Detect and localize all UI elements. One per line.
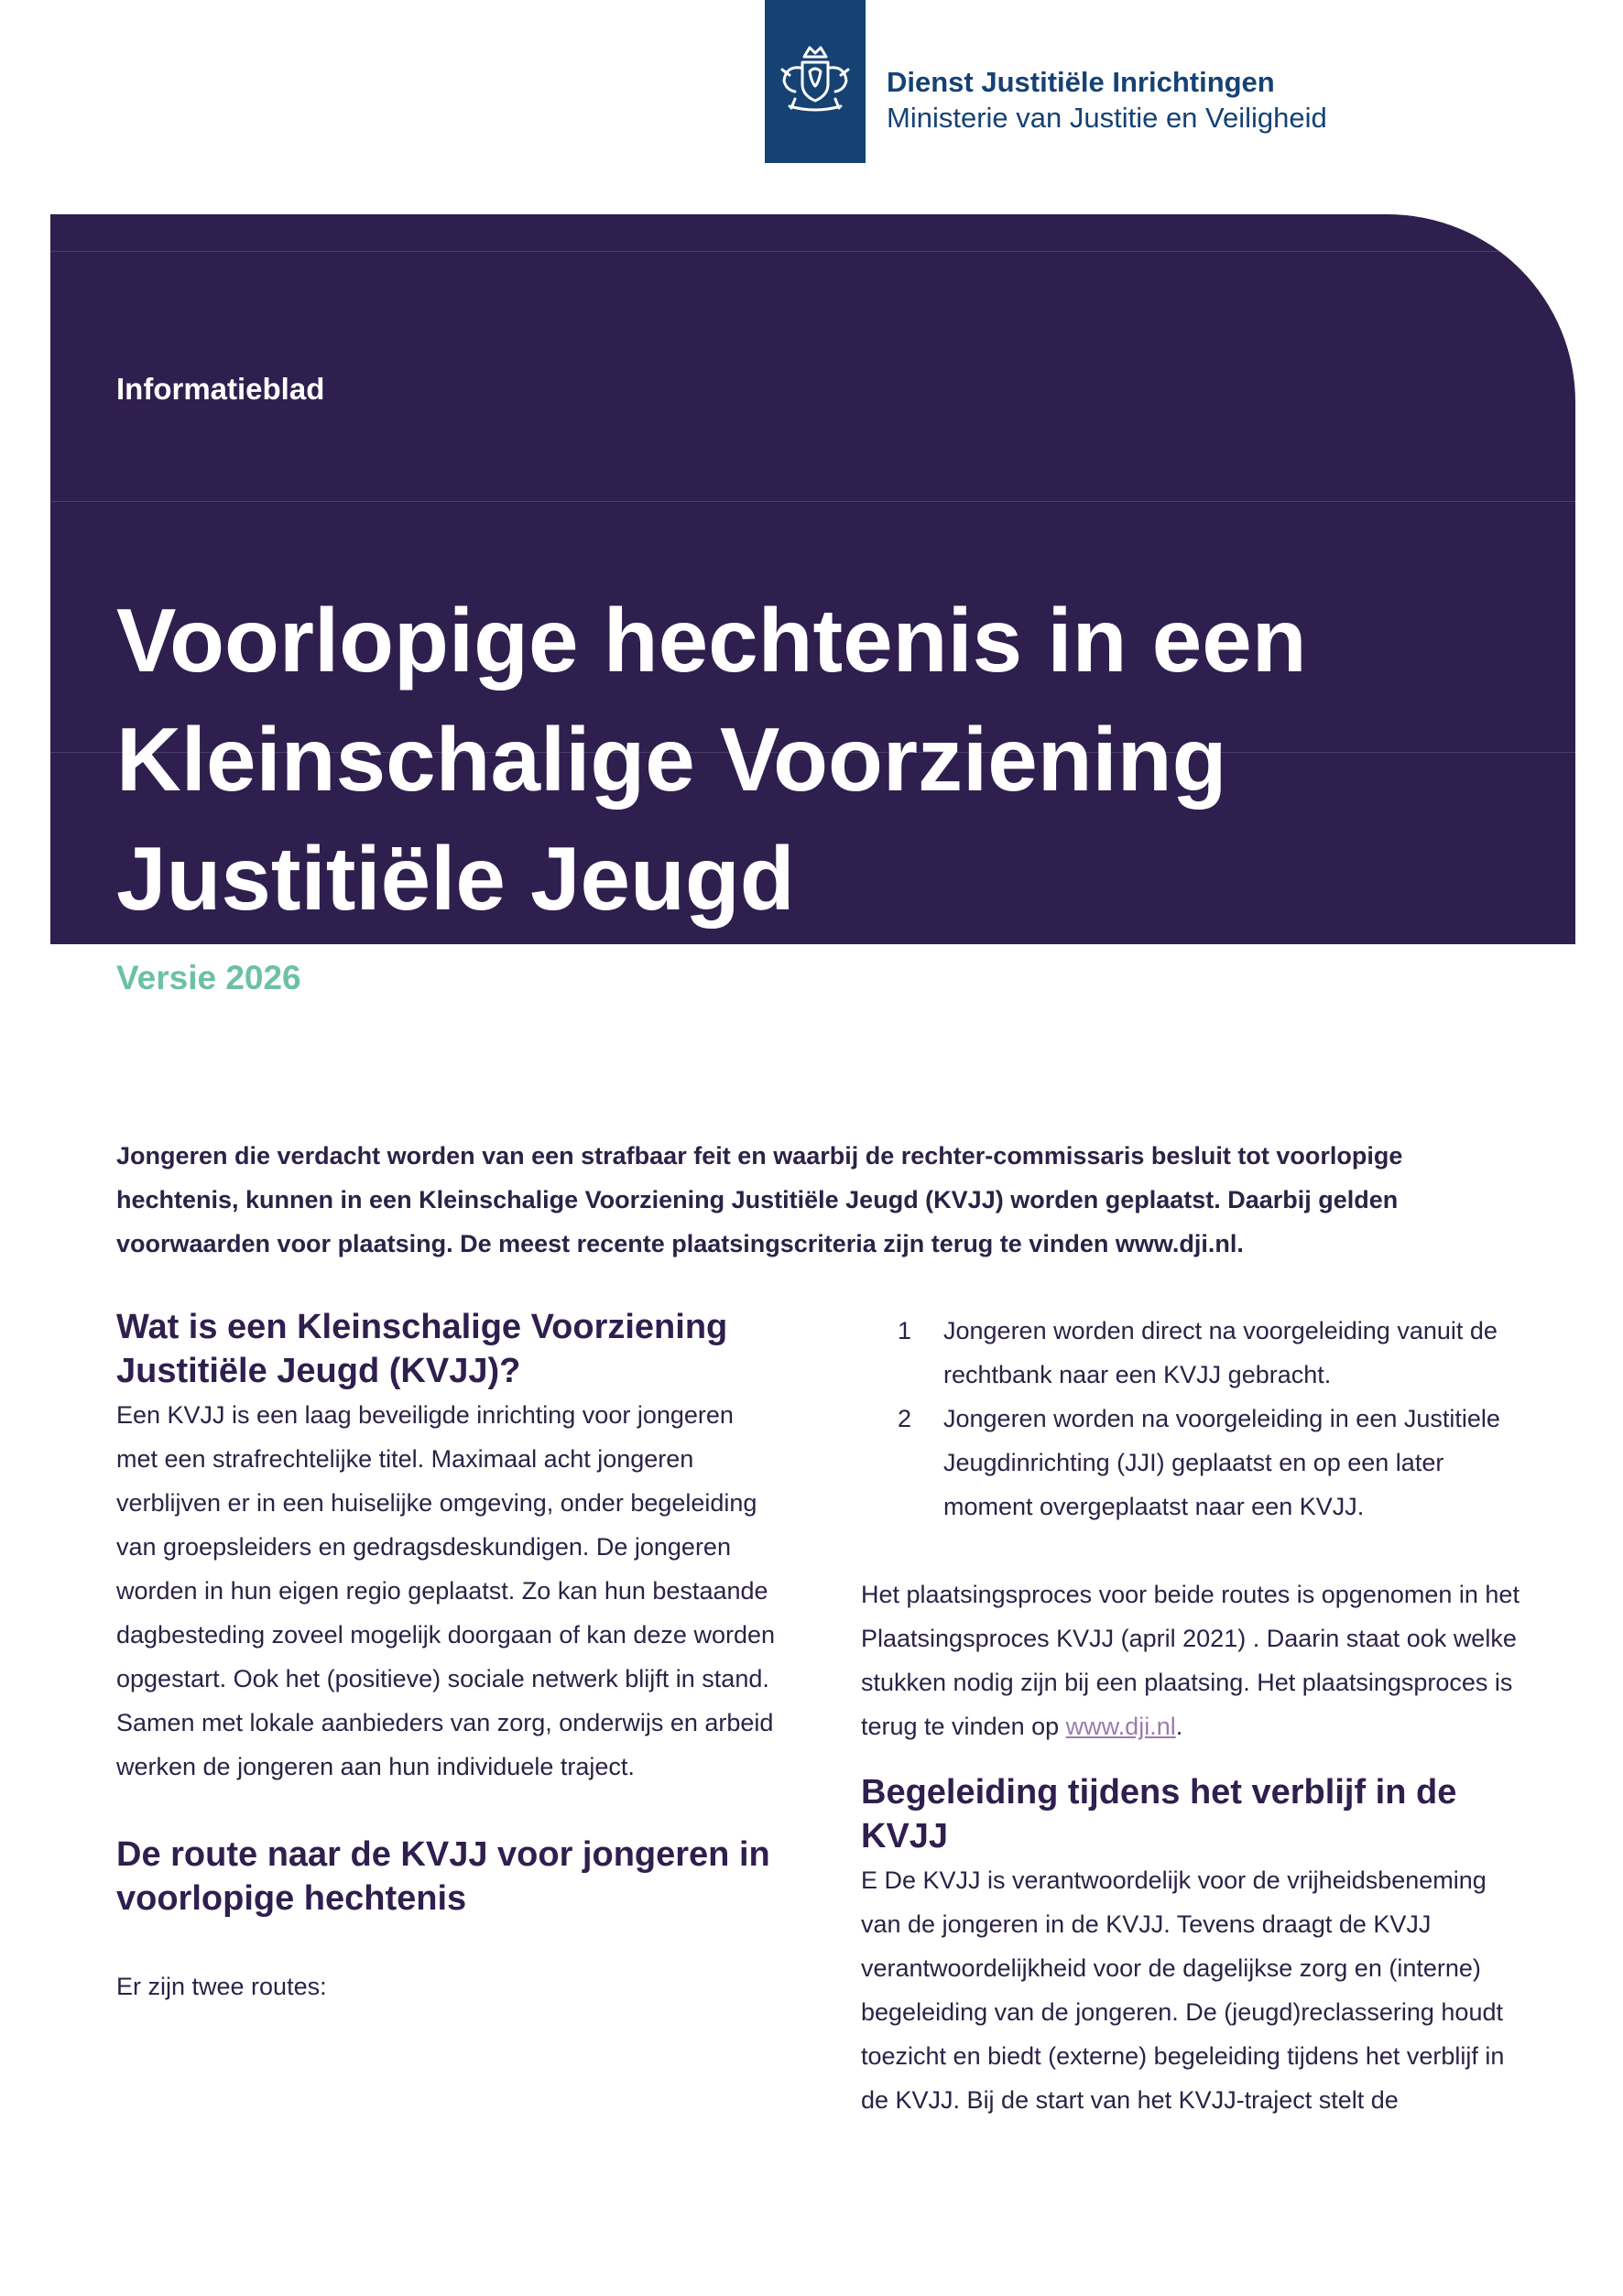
coat-of-arms-icon [769,38,861,125]
section-body-what-is: Een KVJJ is een laag beveiligde inrichting voor jongeren met een strafrechtelijke titel. Maximaal acht jongeren verblijven er in een huiselijke omgeving, onder begeleiding van groepsleiders en gedragsdeskundigen. De jongeren worden in hun eigen regio geplaatst. Zo kan hun bestaande dagbesteding zoveel mogelijk doorgaan of kan deze worden opgestart. Ook het (positieve) sociale netwerk blijft in stand. Samen met lokale aanbieders van zorg, onderwijs en arbeid werken de jongeren aan hun individuele traject. [116,1401,775,1780]
intro-paragraph: Jongeren die verdacht worden van een strafbaar feit en waarbij de rechter-commissaris besluit tot voorlopige hechtenis, kunnen in een Kleinschalige Voorziening Justitiële Jeugd (KVJJ) worden geplaatst. Daarbij gelden voorwaarden voor plaatsing. De meest recente plaatsingscriteria zijn terug te vinden www.dji.nl. [116,1142,1403,1257]
section-heading-route: De route naar de KVJJ voor jongeren in voorlopige hechtenis [116,1835,770,1918]
organisation-name-block [887,64,1327,136]
section-body-guidance: E De KVJJ is verantwoordelijk voor de vrijheidsbeneming van de jongeren in de KVJJ. Tevens draagt de KVJJ verantwoordelijkheid voor de dagelijkse zorg en (interne) begeleiding van de jongeren. De (jeugd)reclassering houdt toezicht en biedt (externe) begeleiding tijdens het verblijf in de KVJJ. Bij de start van het KVJJ-traject stelt de [861,1866,1505,2114]
dji-link[interactable]: www.dji.nl [1065,1713,1176,1740]
placement-process-end: . [1175,1713,1183,1740]
banner-divider [50,501,1575,502]
list-item [861,1397,1520,1529]
left-column [116,1305,776,2008]
list-text: Jongeren worden na voorgeleiding in een Justitiele Jeugdinrichting (JJI) geplaatst en op een later moment overgeplaatst naar een KVJJ. [943,1405,1500,1520]
banner-divider [50,251,1575,252]
page-title: Voorlopige hechtenis in een Kleinschalige Voorziening Justitiële Jeugd [116,590,1307,929]
document-type: Informatieblad [116,372,325,406]
version-label: Versie 2026 [116,959,301,996]
organisation-name: Dienst Justitiële Inrichtingen [887,66,1275,98]
section-heading-guidance: Begeleiding tijdens het verblijf in de KVJJ [861,1773,1457,1855]
route-list [861,1309,1520,1529]
route-intro: Er zijn twee routes: [116,1973,327,2000]
placement-process-paragraph [861,1572,1520,1748]
placement-process-text: Het plaatsingsproces voor beide routes is opgenomen in het Plaatsingsproces KVJJ (april 2021) . Daarin staat ook welke stukken nodig zijn bij een plaatsing. Het plaatsingsproces is terug te vinden op [861,1581,1520,1740]
list-text: Jongeren worden direct na voorgeleiding vanuit de rechtbank naar een KVJJ gebracht. [943,1317,1498,1388]
ministry-name: Ministerie van Justitie en Veiligheid [887,102,1327,134]
section-heading-what-is: Wat is een Kleinschalige Voorziening Justitiële Jeugd (KVJJ)? [116,1308,728,1390]
right-column [861,1309,1520,2122]
list-number: 2 [898,1405,912,1432]
logo-block [765,0,866,163]
list-number: 1 [898,1317,912,1344]
title-banner [50,214,1575,944]
list-item [861,1309,1520,1397]
